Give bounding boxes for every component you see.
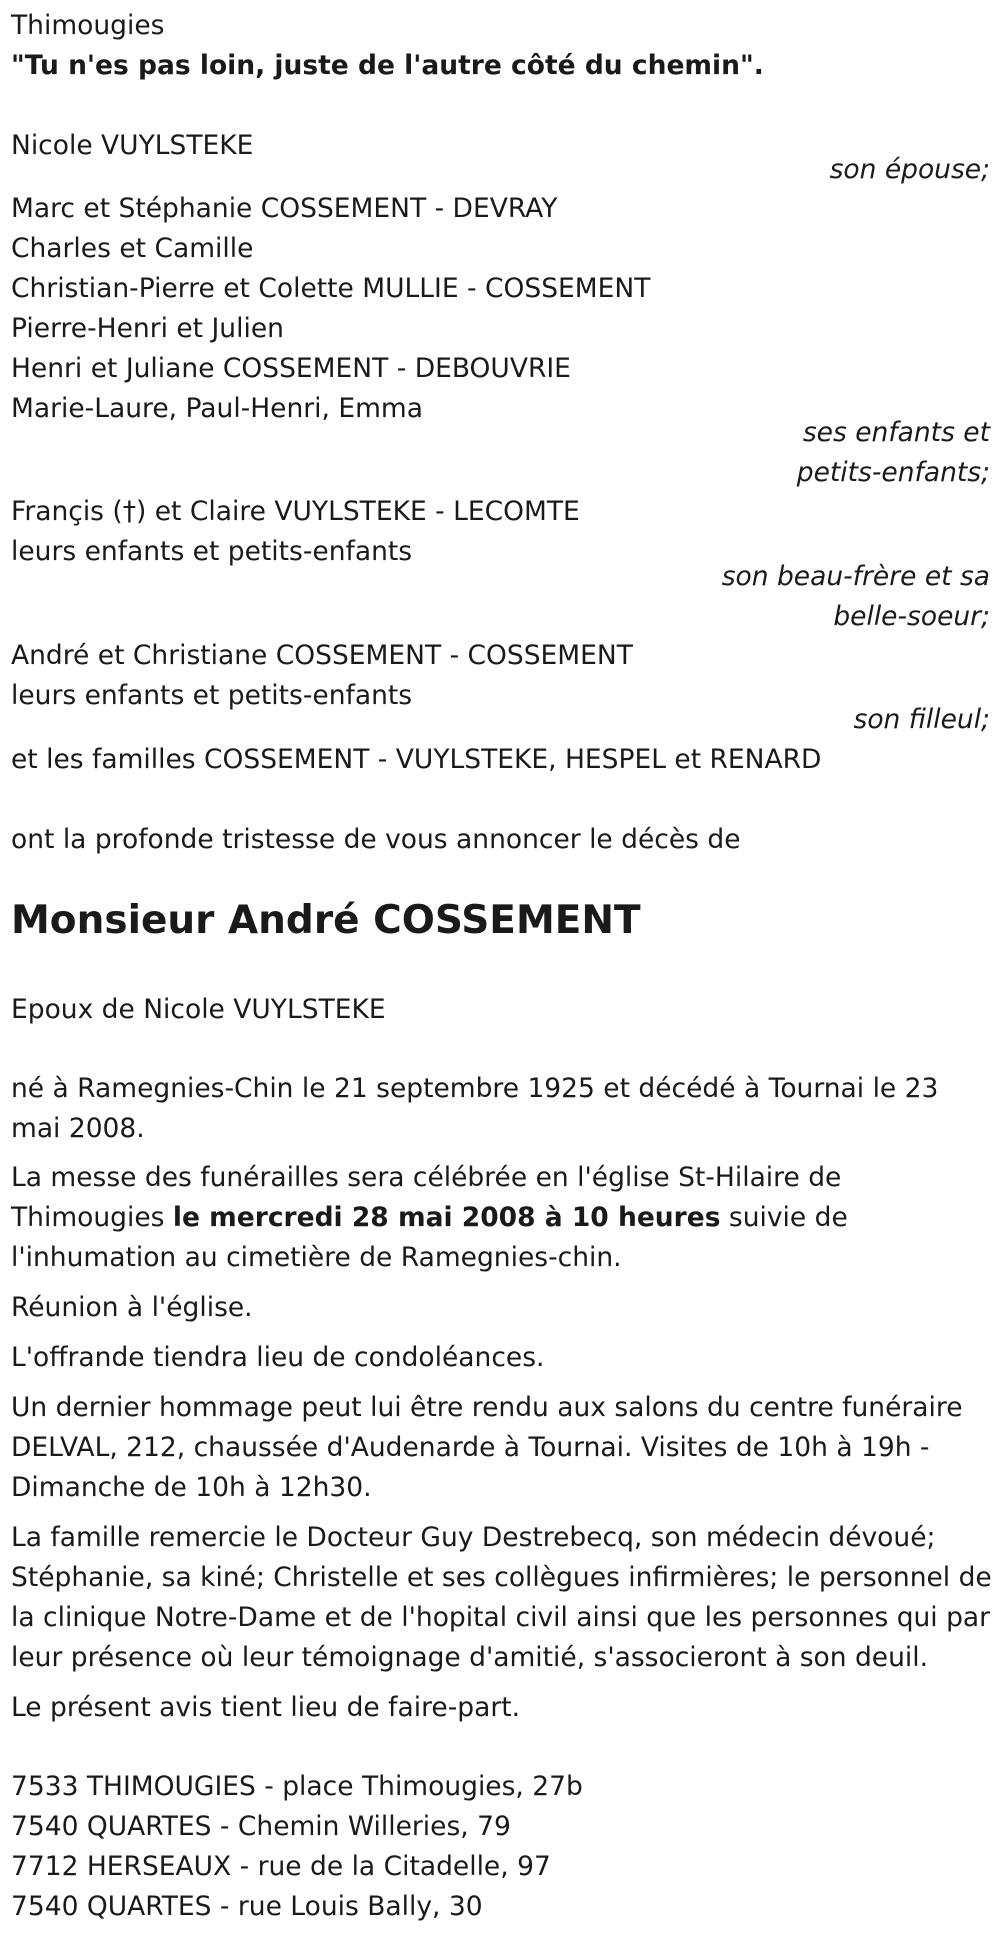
child-line: Marc et Stéphanie COSSEMENT - DEVRAY: [11, 193, 558, 224]
children-role-cont: petits-enfants;: [796, 457, 990, 488]
godson-line: André et Christiane COSSEMENT - COSSEMENT: [11, 640, 633, 671]
address-line: 7533 THIMOUGIES - place Thimougies, 27b: [11, 1771, 583, 1802]
offering-line: L'offrande tiendra lieu de condoléances.: [11, 1342, 545, 1373]
child-line: Pierre-Henri et Julien: [11, 313, 284, 344]
inlaws-role-cont: belle-soeur;: [833, 601, 990, 632]
spouse-line: Epoux de Nicole VUYLSTEKE: [11, 994, 386, 1025]
homage-paragraph: Un dernier hommage peut lui être rendu aux salons du centre funéraire DELVAL, 212, chaussée d'Audenarde à Tournai. Visites de 10h à 19h - Dimanche de 10h à 12h30.: [11, 1392, 963, 1503]
quote: "Tu n'es pas loin, juste de l'autre côté du chemin".: [11, 50, 764, 81]
mass-text-cont: suivie de l'inhumation au cimetière de Ramegnies-chin.: [11, 1202, 848, 1273]
address-line: 7540 QUARTES - rue Louis Bally, 30: [11, 1891, 483, 1922]
mass-paragraph: [11, 1158, 996, 1278]
godson-role: son filleul;: [853, 704, 990, 735]
meeting-line: Réunion à l'église.: [11, 1292, 253, 1323]
wife-name: Nicole VUYLSTEKE: [11, 130, 254, 161]
wife-role: son épouse;: [829, 154, 990, 185]
address-line: 7540 QUARTES - Chemin Willeries, 79: [11, 1811, 511, 1842]
child-line: Henri et Juliane COSSEMENT - DEBOUVRIE: [11, 353, 571, 384]
mass-date: le mercredi 28 mai 2008 à 10 heures: [172, 1202, 721, 1233]
deceased-name: Monsieur André COSSEMENT: [11, 898, 641, 943]
inlaws-line: leurs enfants et petits-enfants: [11, 536, 413, 567]
families-line: et les familles COSSEMENT - VUYLSTEKE, HESPEL et RENARD: [11, 744, 822, 775]
thanks-paragraph: La famille remercie le Docteur Guy Destrebecq, son médecin dévoué; Stéphanie, sa kiné; Christelle et ses collègues infirmières; le personnel de la clinique Notre-Dame et de l'hopital civil ainsi que les personnes qui par leur présence où leur témoignage d'amitié, s'associeront à son deuil.: [11, 1522, 992, 1673]
notice-line: Le présent avis tient lieu de faire-part.: [11, 1692, 521, 1723]
godson-line: leurs enfants et petits-enfants: [11, 680, 413, 711]
child-line: Charles et Camille: [11, 233, 254, 264]
birth-death-paragraph: né à Ramegnies-Chin le 21 septembre 1925 et décédé à Tournai le 23 mai 2008.: [11, 1073, 939, 1144]
children-role: ses enfants et: [802, 417, 990, 448]
place-heading: Thimougies: [11, 10, 165, 41]
inlaws-line: Françis (†) et Claire VUYLSTEKE - LECOMTE: [11, 496, 580, 527]
announcement: ont la profonde tristesse de vous annoncer le décès de: [11, 824, 741, 855]
child-line: Christian-Pierre et Colette MULLIE - COSSEMENT: [11, 273, 651, 304]
child-line: Marie-Laure, Paul-Henri, Emma: [11, 393, 423, 424]
mass-text: La messe des funérailles sera célébrée en l'église St-Hilaire de Thimougies: [11, 1162, 842, 1233]
address-line: 7712 HERSEAUX - rue de la Citadelle, 97: [11, 1851, 551, 1882]
inlaws-role: son beau-frère et sa: [721, 561, 990, 592]
